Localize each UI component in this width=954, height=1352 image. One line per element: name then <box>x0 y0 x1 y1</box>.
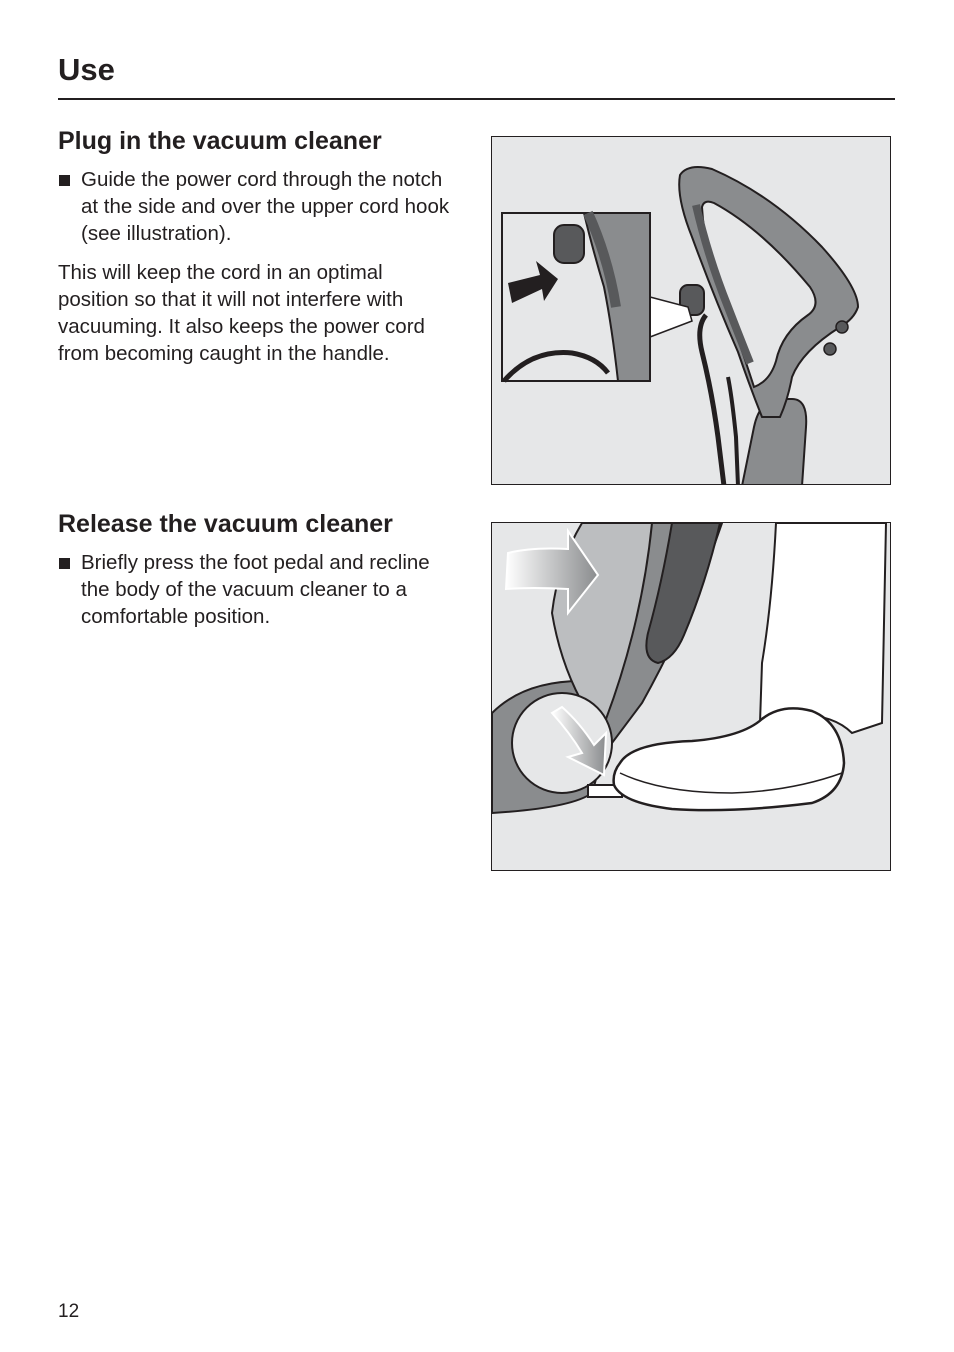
section-plug-in <box>58 126 458 367</box>
section-release <box>58 509 458 630</box>
instruction-text: Briefly press the foot pedal and recline the body of the vacuum cleaner to a comfortable position. <box>81 551 430 628</box>
section-heading-plug-in: Plug in the vacuum cleaner <box>58 127 382 155</box>
foot-pedal-drawing <box>492 523 891 871</box>
page-title: Use <box>58 52 115 87</box>
foot-pedal-illustration <box>491 522 891 871</box>
explanation-paragraph: This will keep the cord in an optimal position so that it will not interfere with vacuuming. It also keeps the power cord from becoming caught in the handle. <box>58 261 425 365</box>
cord-hook-illustration <box>491 136 891 485</box>
vacuum-handle-drawing <box>492 137 891 485</box>
square-bullet-icon <box>59 558 70 569</box>
title-divider <box>58 98 895 100</box>
instruction-bullet <box>58 549 458 630</box>
section-heading-release: Release the vacuum cleaner <box>58 510 393 538</box>
square-bullet-icon <box>59 175 70 186</box>
instruction-text: Guide the power cord through the notch at the side and over the upper cord hook (see illustration). <box>81 168 450 245</box>
page-number: 12 <box>58 1301 80 1322</box>
instruction-bullet <box>58 166 458 247</box>
